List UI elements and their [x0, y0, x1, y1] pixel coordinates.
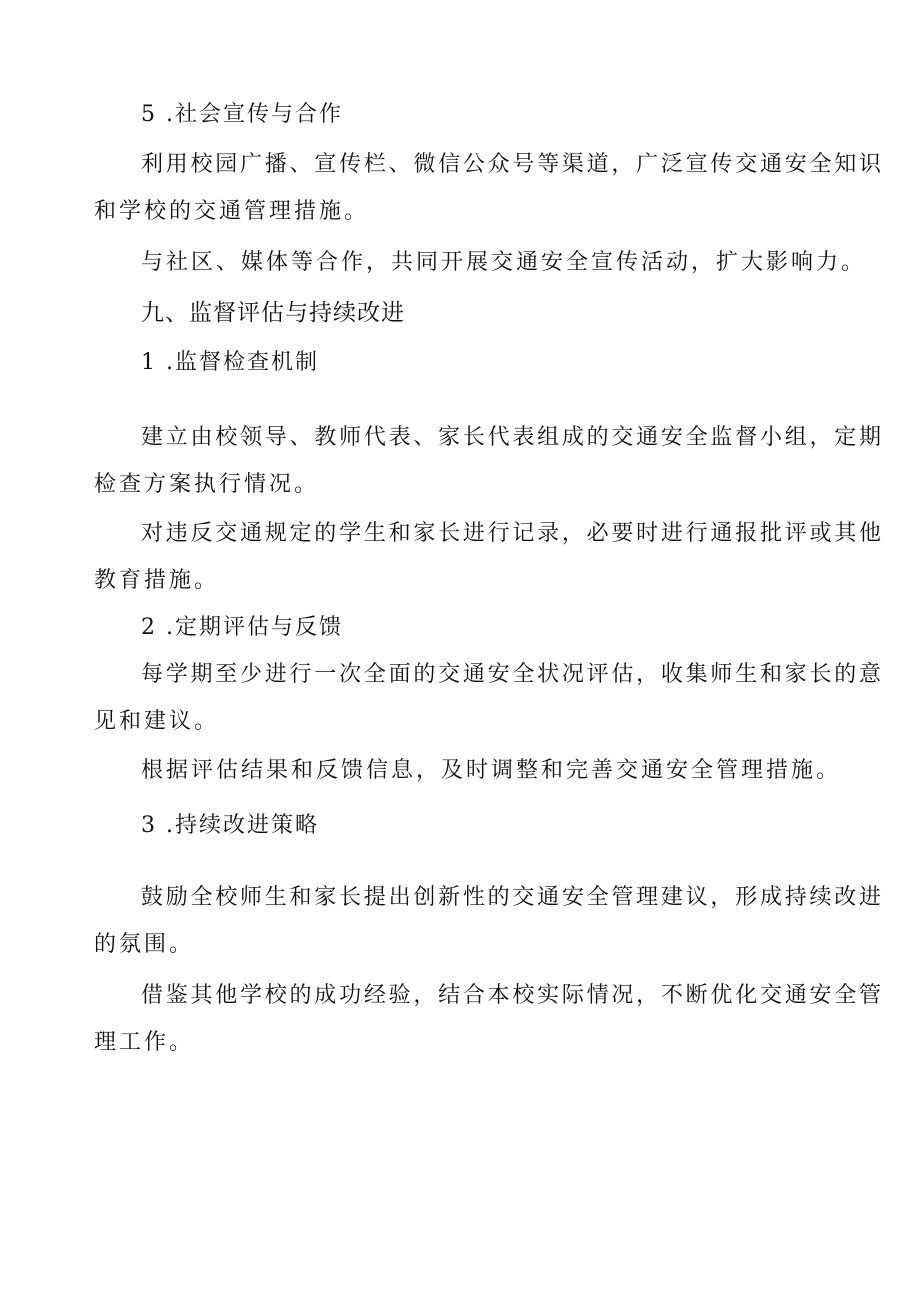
paragraph-line: 每学期至少进行一次全面的交通安全状况评估，收集师生和家长的意 [141, 662, 881, 687]
subheading-evaluation: 2 .定期评估与反馈 [141, 615, 343, 640]
paragraph-line: 借鉴其他学校的成功经验，结合本校实际情况，不断优化交通安全管 [141, 983, 881, 1008]
chapter-heading: 九、监督评估与持续改进 [141, 300, 405, 326]
paragraph-line: 根据评估结果和反馈信息，及时调整和完善交通安全管理措施。 [141, 758, 842, 783]
paragraph-line: 检查方案执行情况。 [94, 472, 320, 497]
paragraph-line: 的氛围。 [94, 932, 195, 957]
paragraph-line: 和学校的交通管理措施。 [94, 199, 370, 224]
paragraph-line: 利用校园广播、宣传栏、微信公众号等渠道，广泛宣传交通安全知识 [141, 152, 881, 177]
paragraph-line: 建立由校领导、教师代表、家长代表组成的交通安全监督小组，定期 [141, 425, 881, 450]
paragraph-line: 鼓励全校师生和家长提出创新性的交通安全管理建议，形成持续改进 [141, 885, 881, 910]
subheading-supervision: 1 .监督检查机制 [141, 350, 319, 375]
paragraph-line: 对违反交通规定的学生和家长进行记录，必要时进行通报批评或其他 [141, 521, 881, 546]
paragraph-line: 与社区、媒体等合作，共同开展交通安全宣传活动，扩大影响力。 [141, 250, 867, 275]
paragraph-line: 理工作。 [94, 1030, 195, 1055]
subheading-social-publicity: 5 .社会宣传与合作 [141, 102, 343, 127]
paragraph-line: 见和建议。 [94, 709, 220, 734]
paragraph-line: 教育措施。 [94, 568, 220, 593]
subheading-improvement: 3 .持续改进策略 [141, 813, 319, 838]
